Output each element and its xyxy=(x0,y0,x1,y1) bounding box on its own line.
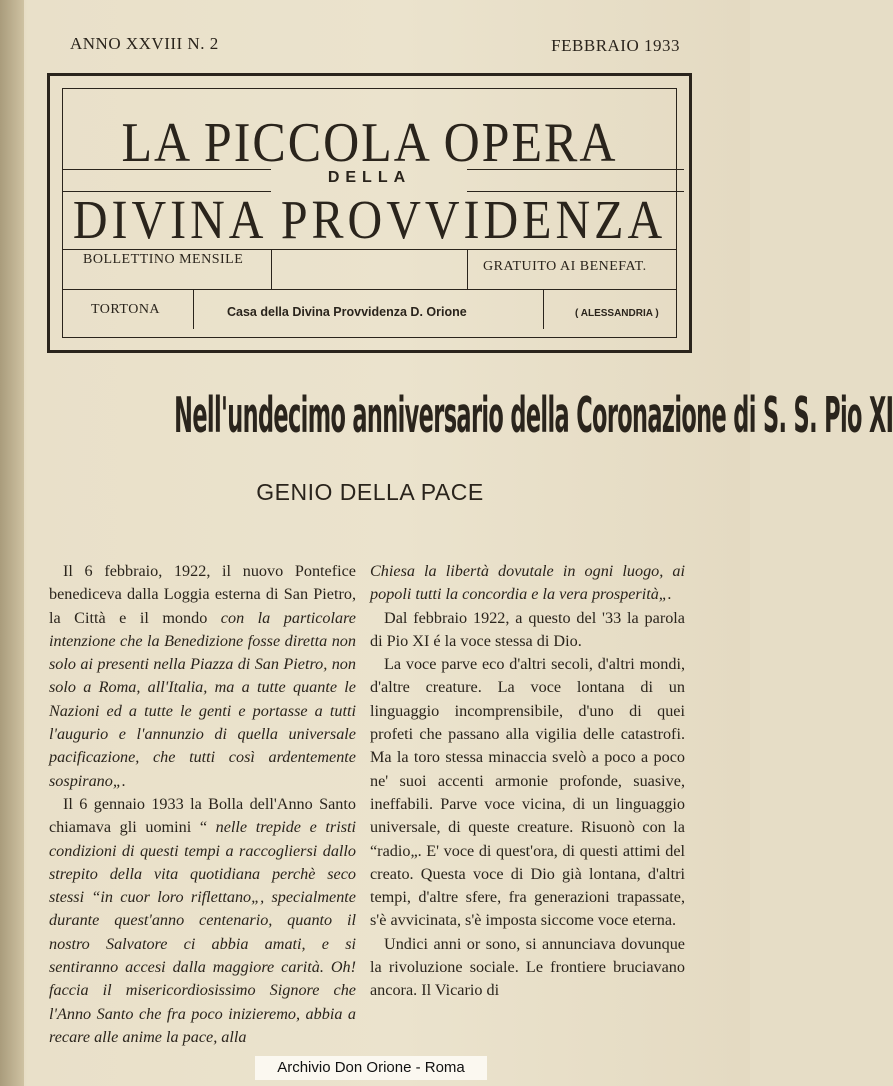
text-run: La voce parve eco d'altri secoli, d'altri mondi, d'altre creature. La voce lontana di un linguaggio incomprensibile, d'uno di quei profeti che passano alla vigilia delle catastrofi. Ma la toro stessa minaccia svelò a poco a poco ne' suoi accenti armonie profonde, suasive, ineffabili. Parve voce vicina, di un linguaggio universale, di queste creature. Risuonò con la “radio„. E' voce di quest'ora, di questi attimi del creato. Questa voce di Dio già lontana, d'altri tempi, d'altre sfere, fra generazioni trapassate, s'è avvicinata, s'è imposta siccome voce eterna. xyxy=(370,655,685,930)
paragraph xyxy=(49,793,356,1049)
italic-text: Chiesa la libertà dovutale in ogni luogo, ai popoli tutti la concordia e la vera prosperità„. xyxy=(370,562,685,604)
text-run: Il 6 febbraio, 1922, il nuovo Pontefice benediceva dalla Loggia esterna di San Pietro, la Città e il mondo xyxy=(49,562,356,627)
text-run: Undici anni or sono, si annunciava dovunque la rivoluzione sociale. Le frontiere bruciavano ancora. Il Vicario di xyxy=(370,934,685,1000)
masthead-divider xyxy=(467,249,468,289)
masthead-della: DELLA xyxy=(327,169,412,186)
masthead-casa: Casa della Divina Provvidenza D. Orione xyxy=(227,305,467,319)
page-binding-edge xyxy=(0,0,24,1086)
masthead-divider xyxy=(271,249,272,289)
masthead-gratuito: GRATUITO AI BENEFAT. xyxy=(483,259,647,274)
masthead-divider xyxy=(193,289,194,329)
masthead xyxy=(47,73,692,353)
text-run: Il 6 gennaio 1933 la Bolla dell'Anno Santo chiamava gli uomini “ xyxy=(49,794,356,837)
masthead-alessandria: ( ALESSANDRIA ) xyxy=(575,308,659,319)
paragraph xyxy=(370,933,685,1003)
masthead-rule xyxy=(63,249,676,250)
issue-header xyxy=(70,34,680,56)
masthead-title-line2: DIVINA PROVVIDENZA xyxy=(72,189,667,251)
masthead-tortona: TORTONA xyxy=(91,302,161,317)
masthead-divider xyxy=(543,289,544,329)
article-column-left xyxy=(49,560,356,1049)
italic-text: nelle trepide e tristi condizioni di questi tempi a raccogliersi dallo strepito della vita quotidiana perchè seco stessi “in cuor loro riflettano„, specialmente durante quest'anno centenario, quanto il nostro Salvatore ci abbia amati, e si sentiranno accesi dalla maggiore carità. Oh! faccia il misericordiosissimo Signore che l'Anno Santo che fra poco inizieremo, abbia a recare alle anime la pace, alla xyxy=(49,818,357,1046)
masthead-inner-frame xyxy=(62,88,677,338)
paragraph xyxy=(370,607,685,654)
paragraph xyxy=(370,653,685,933)
text-run: Dal febbraio 1922, a questo del '33 la parola di Pio XI é la voce stessa di Dio. xyxy=(370,608,685,650)
paragraph xyxy=(49,560,356,793)
paragraph xyxy=(370,560,685,607)
issue-number: ANNO XXVIII N. 2 xyxy=(70,34,219,53)
italic-text: con la particolare intenzione che la Benedizione fosse diretta non solo ai presenti nella Piazza di San Pietro, non solo a Roma, all'Italia, ma a tutte quante le Nazioni ed a tutte le genti e portasse a tutti l'augurio e l'annunzio di quella universale pacificazione, che tutti così ardentemente sospirano„. xyxy=(49,608,356,790)
article-column-right xyxy=(370,560,685,1003)
article-headline: Nell'undecimo anniversario della Coronazione di S. S. Pio XI xyxy=(174,388,893,445)
masthead-rule xyxy=(63,289,676,290)
issue-date: FEBBRAIO 1933 xyxy=(551,36,680,55)
masthead-bollettino: BOLLETTINO MENSILE xyxy=(83,252,244,267)
masthead-title-line1: LA PICCOLA OPERA xyxy=(121,110,618,174)
article-subhead: GENIO DELLA PACE xyxy=(256,479,484,505)
archive-footer: Archivio Don Orione - Roma xyxy=(255,1056,487,1080)
